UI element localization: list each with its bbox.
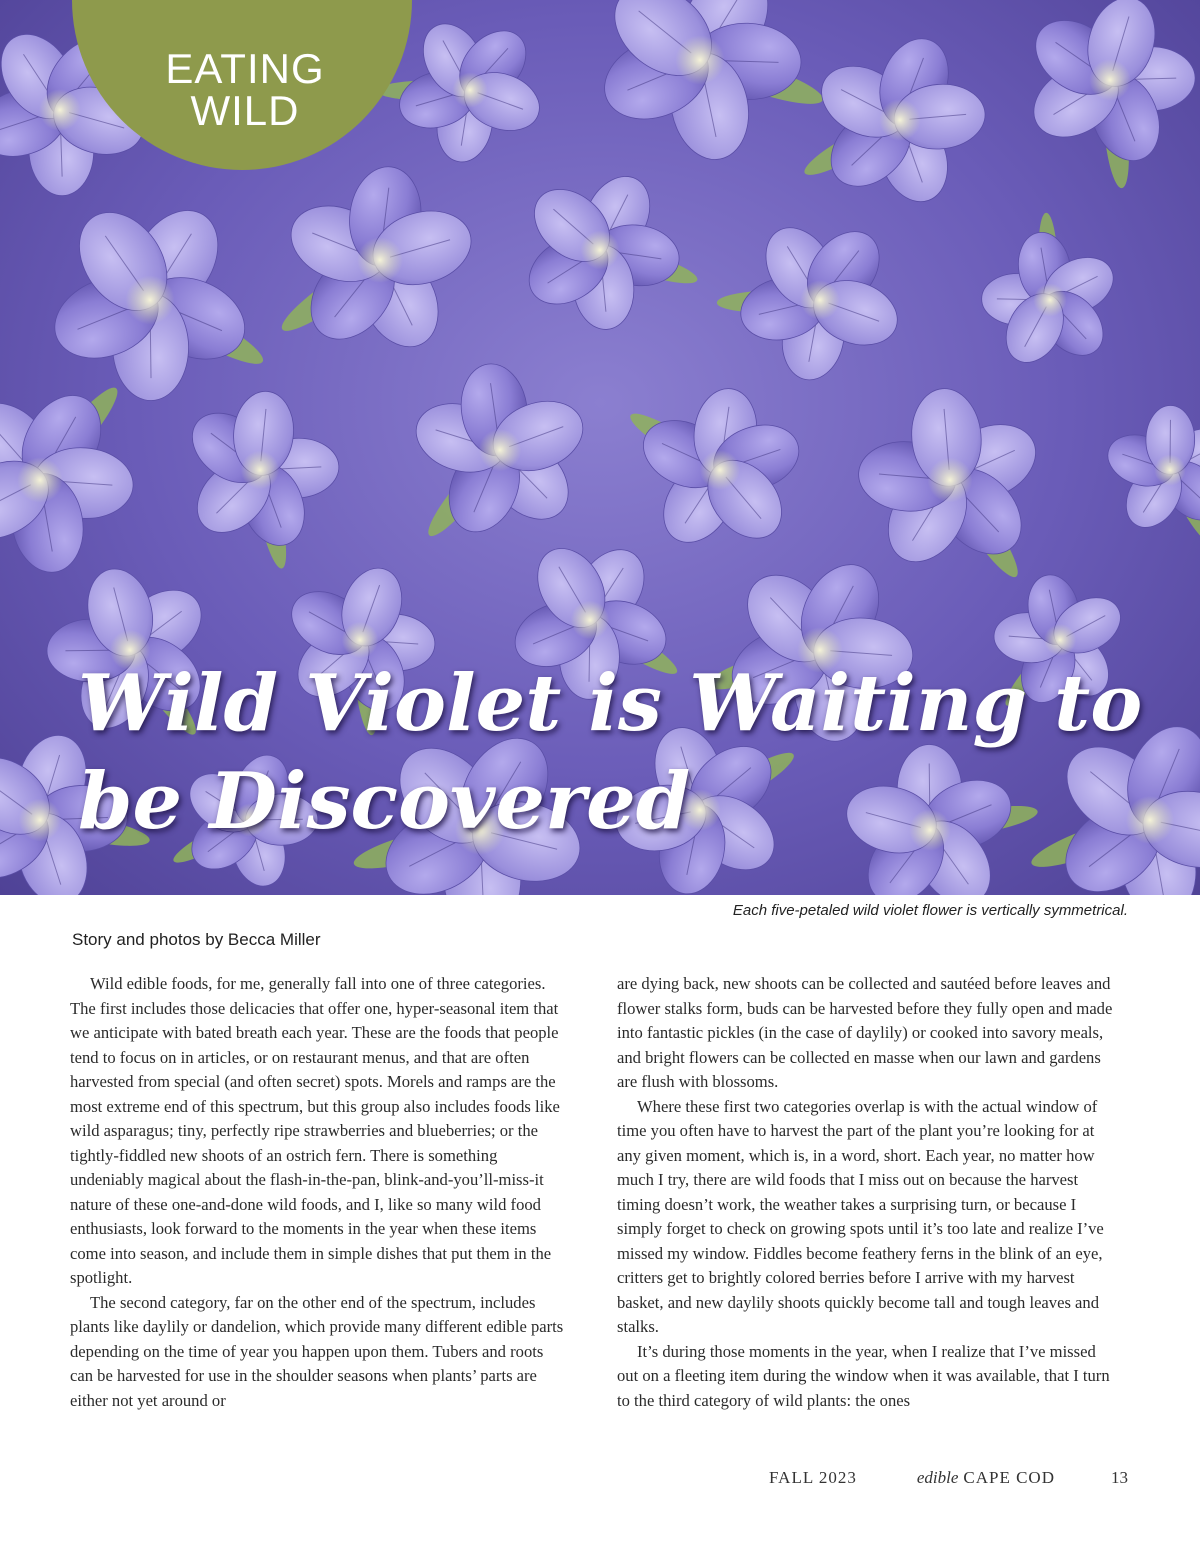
paragraph: are dying back, new shoots can be collected and sautéed before leaves and flower stalks form, buds can be harvested before they fully open and made into fantastic pickles (in the case of daylily) or cooked into savory meals, and bright flowers can be collected en masse when our lawn and gardens are flush with blossoms.: [617, 974, 1113, 1091]
paragraph: Where these first two categories overlap is with the actual window of time you often have to harvest the part of the plant you’re looking for at any given moment, which is, in a word, short. Each year, no matter how much I try, there are wild foods that I miss out on because the harvest timing doesn’t work, the weather takes a surprising turn, or because I simply forget to check on growing spots until it’s too late and realize I’ve missed my window. Fiddles become feathery ferns in the blink of an eye, critters get to brightly colored berries before I arrive with my harvest basket, and new daylily shoots quickly become tall and tough leaves and stalks.: [617, 1096, 1104, 1336]
issue-season: FALL 2023: [768, 1468, 857, 1487]
byline: Story and photos by Becca Miller: [72, 930, 321, 949]
right-column: [617, 972, 1117, 1413]
magazine-brand-italic: edible: [916, 1468, 959, 1487]
violet-flower: [715, 212, 909, 388]
violet-flower: [494, 145, 722, 361]
violet-flower: [161, 370, 363, 587]
magazine-brand: CAPE COD: [963, 1468, 1055, 1487]
section-badge-label: EATING WILD: [165, 45, 325, 134]
violet-flower: [1010, 0, 1200, 198]
violet-flower: [1077, 379, 1200, 576]
violet-flower: [976, 210, 1126, 375]
page-number: 13: [1111, 1468, 1128, 1487]
article-headline: Wild Violet is Waiting to be Discovered: [78, 658, 1143, 847]
page-footer: [769, 1468, 1128, 1488]
violet-flower: [358, 320, 627, 592]
photo-caption: Each five-petaled wild violet flower is vertically symmetrical.: [732, 902, 1128, 919]
left-column: [70, 972, 570, 1413]
violet-flower: [762, 0, 1023, 251]
paragraph: Wild edible foods, for me, generally fall into one of three categories. The first includes those delicacies that offer one, hyper-seasonal item that we anticipate with bated breath each year. These are the foods that people tend to focus on in articles, or on restaurant menus, and that are often harvested from special (and often secret) spots. Morels and ramps are the most extreme end of this spectrum, but this group also includes foods like wild asparagus; tiny, perfectly ripe strawberries and blueberries; or the tightly-fiddled new shoots of an ostrich fern. There is something undeniably magical about the flash-in-the-pan, blink-and-you’ll-miss-it nature of these one-and-done wild foods, and I, like so many wild food enthusiasts, look forward to the moments in the year when these items come into season, and include them in simple dishes that put them in the spotlight.: [70, 974, 560, 1287]
paragraph: The second category, far on the other end of the spectrum, includes plants like daylily or dandelion, which provide many different edible parts depending on the time of year you happen upon them. Tubers and roots can be harvested for use in the shoulder seasons when plants’ parts are either not yet around or: [70, 1292, 564, 1410]
paragraph: It’s during those moments in the year, when I realize that I’ve missed out on a fleeting item during the window when it was available, that I turn to the third category of wild plants: the ones: [617, 1341, 1110, 1410]
